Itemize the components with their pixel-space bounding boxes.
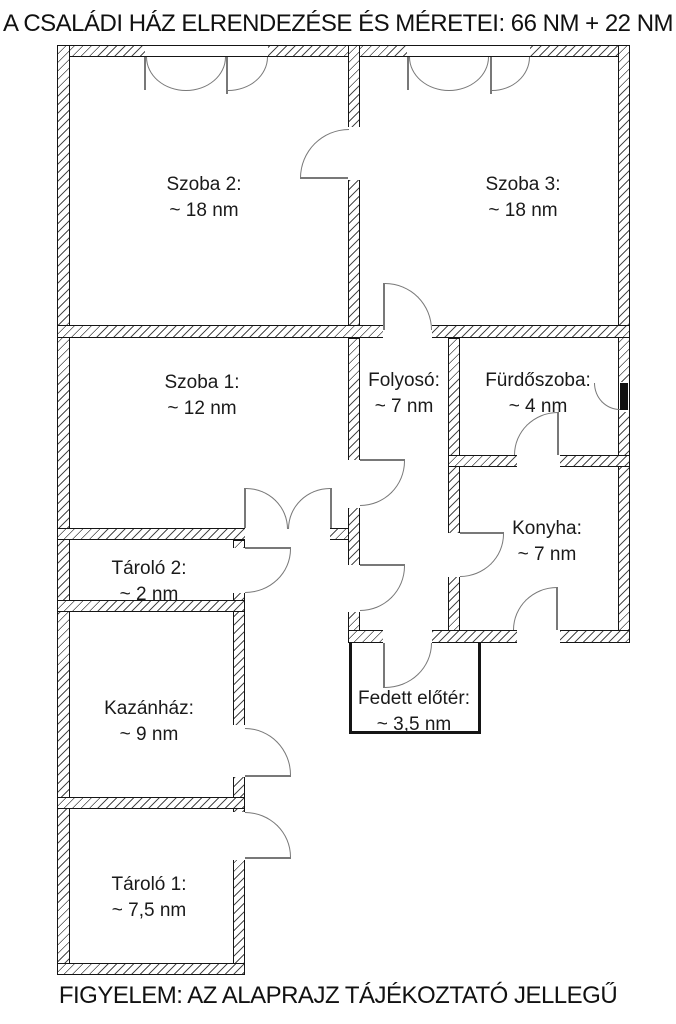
door-opening bbox=[347, 460, 361, 508]
window-swing-arc bbox=[594, 383, 620, 410]
room-name: Konyha: bbox=[512, 518, 582, 539]
plan-disclaimer: FIGYELEM: AZ ALAPRAJZ TÁJÉKOZTATÓ JELLEGŰ bbox=[58, 982, 618, 1009]
door-opening bbox=[383, 629, 432, 644]
room-label-folyoso bbox=[368, 368, 440, 420]
door-swing-arc bbox=[246, 488, 288, 529]
window-swing-arc bbox=[492, 57, 530, 91]
room-size: ~ 2 nm bbox=[119, 584, 179, 605]
window-opening bbox=[407, 45, 530, 57]
door-leaf bbox=[330, 488, 332, 528]
room-size: ~ 9 nm bbox=[119, 724, 179, 745]
room-label-tarolo1 bbox=[112, 872, 187, 924]
door-swing-arc bbox=[360, 461, 405, 506]
room-label-szoba3 bbox=[486, 172, 561, 224]
room-size: ~ 7,5 nm bbox=[111, 900, 187, 921]
wall-segment bbox=[57, 45, 70, 975]
wall-segment bbox=[348, 45, 360, 338]
window-swing-arc bbox=[228, 57, 268, 91]
door-swing-arc bbox=[288, 488, 330, 529]
room-name: Szoba 1: bbox=[164, 372, 240, 393]
room-label-szoba2 bbox=[167, 172, 242, 224]
door-swing-arc bbox=[460, 534, 504, 577]
door-opening bbox=[347, 565, 361, 612]
door-swing-arc bbox=[245, 728, 291, 775]
wall-segment bbox=[448, 338, 460, 643]
window-swing-arc bbox=[186, 57, 226, 91]
door-opening bbox=[447, 533, 461, 577]
room-label-szoba1 bbox=[165, 370, 240, 422]
room-label-furdoszoba bbox=[485, 368, 591, 420]
room-name: Folyosó: bbox=[368, 370, 440, 391]
window-swing-arc bbox=[409, 57, 449, 91]
room-name: Fürdőszoba: bbox=[485, 370, 591, 391]
room-name: Fedett előtér: bbox=[358, 688, 470, 709]
door-swing-arc bbox=[245, 549, 291, 593]
door-opening bbox=[232, 548, 246, 593]
wall-segment bbox=[618, 45, 630, 643]
door-opening bbox=[245, 527, 330, 541]
room-size: ~ 7 nm bbox=[374, 396, 434, 417]
room-size: ~ 18 nm bbox=[169, 200, 239, 221]
room-name: Szoba 2: bbox=[166, 174, 242, 195]
room-name: Szoba 3: bbox=[485, 174, 561, 195]
room-name: Kazánház: bbox=[104, 698, 194, 719]
room-size: ~ 18 nm bbox=[488, 200, 558, 221]
plan-title: A CSALÁDI HÁZ ELRENDEZÉSE ÉS MÉRETEI: 66 NM + 22 NM bbox=[2, 10, 674, 37]
door-opening bbox=[517, 454, 560, 468]
door-leaf bbox=[245, 775, 291, 777]
room-label-konyha bbox=[512, 516, 582, 568]
room-size: ~ 3,5 nm bbox=[376, 714, 452, 735]
room-size: ~ 7 nm bbox=[517, 544, 577, 565]
wall-segment bbox=[57, 45, 630, 57]
wall-segment bbox=[57, 325, 630, 338]
door-opening bbox=[232, 725, 246, 777]
window-opening bbox=[145, 45, 268, 57]
window-sash bbox=[620, 383, 628, 410]
room-size: ~ 4 nm bbox=[508, 396, 568, 417]
room-name: Tároló 1: bbox=[111, 874, 187, 895]
room-label-tarolo2 bbox=[112, 556, 187, 608]
wall-segment bbox=[57, 797, 245, 809]
door-opening bbox=[232, 812, 246, 860]
window-swing-arc bbox=[449, 57, 489, 91]
door-opening bbox=[347, 127, 361, 180]
room-label-fedett-eloter bbox=[358, 686, 470, 738]
door-swing-arc bbox=[360, 566, 405, 611]
room-name: Tároló 2: bbox=[111, 558, 187, 579]
door-opening bbox=[517, 629, 560, 644]
wall-segment bbox=[57, 963, 245, 975]
door-swing-arc bbox=[513, 587, 557, 630]
room-label-kazanhaz bbox=[104, 696, 194, 748]
door-swing-arc bbox=[385, 283, 432, 330]
room-size: ~ 12 nm bbox=[167, 398, 237, 419]
door-swing-arc bbox=[245, 812, 291, 857]
door-swing-arc bbox=[300, 129, 349, 178]
door-leaf bbox=[245, 857, 291, 859]
window-swing-arc bbox=[146, 57, 186, 91]
